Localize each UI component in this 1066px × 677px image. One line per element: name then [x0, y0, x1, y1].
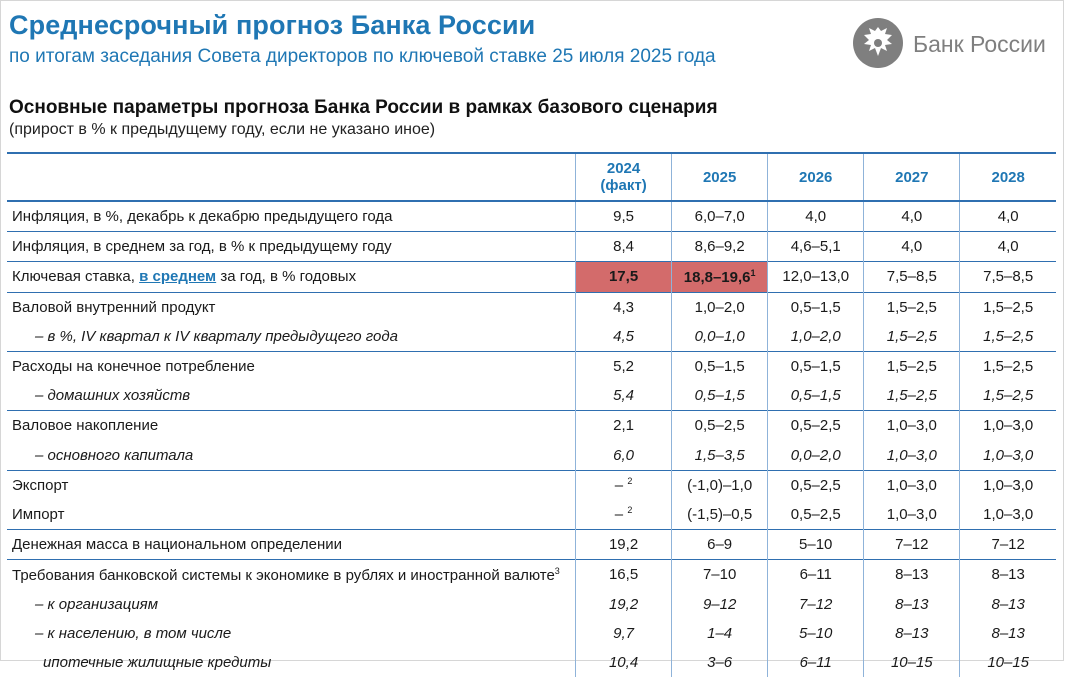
cell: 1,5–2,5: [864, 292, 960, 322]
cell: 7,5–8,5: [960, 262, 1056, 292]
table-row: [7, 560, 1056, 590]
cell-value: 18,8–19,6: [683, 268, 751, 286]
row-label: – основного капитала: [35, 446, 194, 464]
table-row: [7, 292, 1056, 322]
eagle-emblem-icon: [853, 18, 903, 68]
cell: 1,5–2,5: [960, 292, 1056, 322]
cell-value: –: [614, 477, 628, 495]
col-header-2027: 2027: [864, 153, 960, 201]
cell: 4,0: [960, 201, 1056, 232]
row-label: [7, 560, 576, 590]
cell: 1,5–2,5: [864, 322, 960, 352]
average-link[interactable]: в среднем: [139, 268, 217, 286]
page-title: Среднесрочный прогноз Банка России: [9, 10, 536, 40]
cell: 5,2: [576, 351, 672, 381]
col-header-2025: 2025: [672, 153, 768, 201]
cell: 4,0: [960, 232, 1056, 262]
table-row: [7, 470, 1056, 500]
col-header-2024: [576, 153, 672, 201]
cell: 6,0–7,0: [672, 201, 768, 232]
cell: [576, 470, 672, 500]
cell: 0,5–1,5: [768, 292, 864, 322]
row-label: – к организациям: [35, 595, 158, 613]
footnote-mark: 3: [554, 565, 560, 576]
row-label: Инфляция, в %, декабрь к декабрю предыдущего года: [7, 201, 576, 232]
row-label: Расходы на конечное потребление: [7, 351, 576, 381]
cell: 0,0–1,0: [672, 322, 768, 352]
cell: 1,0–2,0: [672, 292, 768, 322]
cell: 1,5–3,5: [672, 441, 768, 471]
row-label: – домашних хозяйств: [35, 387, 191, 405]
table-row: [7, 351, 1056, 381]
cell: 0,5–2,5: [768, 500, 864, 530]
cell: 1,5–2,5: [864, 351, 960, 381]
cell: 8–13: [864, 560, 960, 590]
table-row-key-rate: [7, 262, 1056, 292]
cell: 1,5–2,5: [960, 351, 1056, 381]
cell: 0,5–2,5: [768, 470, 864, 500]
cell: 1,0–3,0: [864, 411, 960, 441]
cell: (-1,0)–1,0: [672, 470, 768, 500]
section-note: (прирост в % к предыдущему году, если не указано иное): [9, 121, 436, 138]
cell: 1,5–2,5: [960, 381, 1056, 411]
cell: 1,0–3,0: [960, 470, 1056, 500]
cell: 7–10: [672, 560, 768, 590]
table-row: [7, 411, 1056, 441]
cell: 16,5: [576, 560, 672, 590]
cell: 19,2: [576, 589, 672, 618]
cell: 8–13: [864, 589, 960, 618]
label-part: Ключевая ставка,: [12, 268, 140, 286]
table-row: [7, 619, 1056, 648]
cell: 0,5–2,5: [672, 411, 768, 441]
cell: 8–13: [864, 619, 960, 648]
col-header-2028: 2028: [960, 153, 1056, 201]
col-year-sub: (факт): [600, 177, 647, 194]
table-row: [7, 648, 1056, 677]
table-row: [7, 322, 1056, 352]
cell: 1,0–3,0: [864, 500, 960, 530]
cell: 4,0: [768, 201, 864, 232]
cell: 6–11: [768, 560, 864, 590]
table-row: [7, 530, 1056, 560]
cell: 0,5–1,5: [768, 381, 864, 411]
cell: 0,5–2,5: [768, 411, 864, 441]
page-subtitle: по итогам заседания Совета директоров по ключевой ставке 25 июля 2025 года: [9, 46, 716, 67]
cell: 8–13: [960, 589, 1056, 618]
cell: 1,0–3,0: [864, 441, 960, 471]
forecast-table: [7, 152, 1056, 677]
table-row: [7, 381, 1056, 411]
cell: 0,0–2,0: [768, 441, 864, 471]
cell: 1,0–2,0: [768, 322, 864, 352]
cell: 4,6–5,1: [768, 232, 864, 262]
row-label: ипотечные жилищные кредиты: [43, 653, 272, 671]
cell: 6,0: [576, 441, 672, 471]
cell: 8–13: [960, 560, 1056, 590]
cell: 8–13: [960, 619, 1056, 648]
cell: 1,0–3,0: [960, 441, 1056, 471]
cell: 1,0–3,0: [864, 470, 960, 500]
cell: 7–12: [864, 530, 960, 560]
cell: 1,0–3,0: [960, 411, 1056, 441]
cell: 0,5–1,5: [672, 351, 768, 381]
cell: 3–6: [672, 648, 768, 677]
cell: 0,5–1,5: [672, 381, 768, 411]
brand-name: Банк России: [913, 31, 1046, 57]
table-header-row: [7, 153, 1056, 201]
label-text: Требования банковской системы к экономике в рублях и иностранной валюте: [12, 566, 555, 584]
cell: 5–10: [768, 530, 864, 560]
table-row: [7, 201, 1056, 232]
col-header-2026: 2026: [768, 153, 864, 201]
cell: 5,4: [576, 381, 672, 411]
row-label: Денежная масса в национальном определении: [7, 530, 576, 560]
cell: 0,5–1,5: [768, 351, 864, 381]
cell: 1–4: [672, 619, 768, 648]
cell: 5–10: [768, 619, 864, 648]
bank-logo[interactable]: [853, 18, 1053, 72]
section-title: Основные параметры прогноза Банка России в рамках базового сценария: [9, 97, 718, 118]
cell: 1,0–3,0: [960, 500, 1056, 530]
footnote-mark: 2: [627, 476, 633, 487]
cell: 8,6–9,2: [672, 232, 768, 262]
cell: 7–12: [768, 589, 864, 618]
cell: 6–11: [768, 648, 864, 677]
cell: 4,0: [864, 232, 960, 262]
highlight-cell: [672, 262, 768, 292]
row-label: Валовой внутренний продукт: [7, 292, 576, 322]
cell: 7,5–8,5: [864, 262, 960, 292]
row-label: – к населению, в том числе: [35, 624, 232, 642]
cell: 4,5: [576, 322, 672, 352]
cell: 7–12: [960, 530, 1056, 560]
cell-value: –: [614, 506, 628, 524]
footnote-mark: 1: [750, 267, 756, 278]
header-label-cell: [7, 153, 576, 201]
cell: 6–9: [672, 530, 768, 560]
cell: 19,2: [576, 530, 672, 560]
cell: 10,4: [576, 648, 672, 677]
row-label: Экспорт: [7, 470, 576, 500]
highlight-cell: 17,5: [576, 262, 672, 292]
cell: 1,5–2,5: [864, 381, 960, 411]
label-part: за год, в % годовых: [216, 268, 357, 286]
row-label: Инфляция, в среднем за год, в % к предыдущему году: [7, 232, 576, 262]
cell: [576, 500, 672, 530]
cell: 2,1: [576, 411, 672, 441]
cell: 9,5: [576, 201, 672, 232]
cell: 10–15: [960, 648, 1056, 677]
row-label: Импорт: [12, 505, 65, 523]
row-label: Валовое накопление: [7, 411, 576, 441]
cell: 9–12: [672, 589, 768, 618]
row-label: – в %, IV квартал к IV кварталу предыдущего года: [35, 327, 399, 345]
table-row: [7, 589, 1056, 618]
cell: (-1,5)–0,5: [672, 500, 768, 530]
cell: 8,4: [576, 232, 672, 262]
cell: 4,3: [576, 292, 672, 322]
cell: 10–15: [864, 648, 960, 677]
cell: 9,7: [576, 619, 672, 648]
table-row: [7, 500, 1056, 530]
table-row: [7, 441, 1056, 471]
cell: 4,0: [864, 201, 960, 232]
cell: 1,5–2,5: [960, 322, 1056, 352]
row-label: [7, 262, 576, 292]
col-year: 2024: [606, 160, 641, 177]
cell: 12,0–13,0: [768, 262, 864, 292]
footnote-mark: 2: [627, 505, 633, 516]
table-row: [7, 232, 1056, 262]
